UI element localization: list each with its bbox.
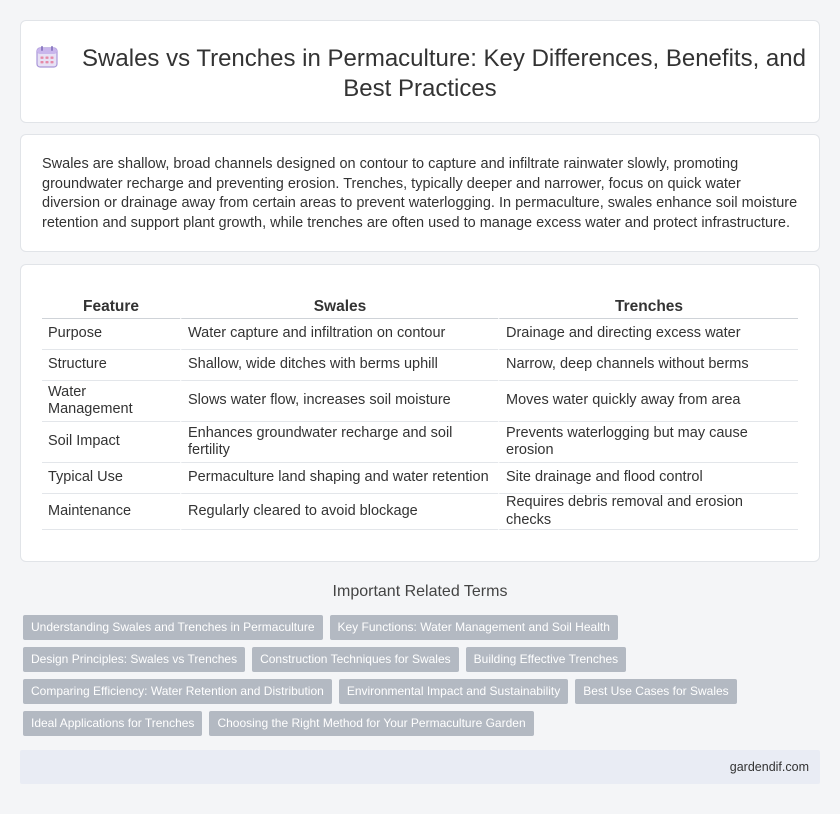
swales-cell: Water capture and infiltration on contour xyxy=(180,319,498,350)
swales-cell: Enhances groundwater recharge and soil fertility xyxy=(180,422,498,463)
header-trenches: Trenches xyxy=(498,295,798,319)
table-row xyxy=(42,350,798,381)
tag-row xyxy=(23,711,823,736)
feature-cell: Maintenance xyxy=(42,494,180,530)
tag-row xyxy=(23,679,823,704)
swales-cell: Regularly cleared to avoid blockage xyxy=(180,494,498,530)
footer-site-link[interactable]: gardendif.com xyxy=(729,760,809,774)
page-title xyxy=(21,44,819,104)
intro-paragraph: Swales are shallow, broad channels designed on contour to capture and infiltrate rainwater slowly, promoting groundwater recharge and preventing erosion. Trenches, typically deeper and narrower, focus on quick water diversion or drainage away from certain areas to prevent waterlogging. In permaculture, swales enhance soil moisture retention and support plant growth, while trenches are often used to manage excess water and protect infrastructure. xyxy=(42,156,798,231)
tag-row xyxy=(23,615,823,640)
swales-cell: Permaculture land shaping and water retention xyxy=(180,463,498,494)
related-tag[interactable]: Key Functions: Water Management and Soil Health xyxy=(330,615,618,640)
feature-cell: Water Management xyxy=(42,381,180,422)
related-terms-tags xyxy=(23,615,823,743)
table-header-row xyxy=(42,295,798,319)
table-row xyxy=(42,422,798,463)
feature-cell: Typical Use xyxy=(42,463,180,494)
swales-cell: Slows water flow, increases soil moisture xyxy=(180,381,498,422)
related-terms-title: Important Related Terms xyxy=(332,583,508,600)
related-tag[interactable]: Choosing the Right Method for Your Permaculture Garden xyxy=(209,711,533,736)
trenches-cell: Drainage and directing excess water xyxy=(498,319,798,350)
comparison-table-card xyxy=(20,264,820,562)
related-tag[interactable]: Comparing Efficiency: Water Retention and Distribution xyxy=(23,679,332,704)
trenches-cell: Moves water quickly away from area xyxy=(498,381,798,422)
trenches-cell: Prevents waterlogging but may cause erosion xyxy=(498,422,798,463)
header-card xyxy=(20,20,820,123)
related-tag[interactable]: Environmental Impact and Sustainability xyxy=(339,679,568,704)
comparison-table xyxy=(42,295,798,530)
page-title-text: Swales vs Trenches in Permaculture: Key Differences, Benefits, and Best Practices xyxy=(82,45,806,102)
title-wrap xyxy=(21,44,819,104)
feature-cell: Soil Impact xyxy=(42,422,180,463)
related-tag[interactable]: Understanding Swales and Trenches in Permaculture xyxy=(23,615,323,640)
intro-card xyxy=(20,134,820,252)
swales-cell: Shallow, wide ditches with berms uphill xyxy=(180,350,498,381)
related-tag[interactable]: Building Effective Trenches xyxy=(466,647,627,672)
tag-row xyxy=(23,647,823,672)
related-tag[interactable]: Best Use Cases for Swales xyxy=(575,679,736,704)
table-row xyxy=(42,319,798,350)
feature-cell: Purpose xyxy=(42,319,180,350)
table-row xyxy=(42,381,798,422)
trenches-cell: Narrow, deep channels without berms xyxy=(498,350,798,381)
related-tag[interactable]: Construction Techniques for Swales xyxy=(252,647,459,672)
header-feature: Feature xyxy=(42,295,180,319)
feature-cell: Structure xyxy=(42,350,180,381)
footer-bar xyxy=(20,750,820,784)
table-row xyxy=(42,494,798,530)
trenches-cell: Requires debris removal and erosion checks xyxy=(498,494,798,530)
table-row xyxy=(42,463,798,494)
related-tag[interactable]: Design Principles: Swales vs Trenches xyxy=(23,647,245,672)
trenches-cell: Site drainage and flood control xyxy=(498,463,798,494)
related-tag[interactable]: Ideal Applications for Trenches xyxy=(23,711,202,736)
calendar-icon xyxy=(34,44,60,70)
header-swales: Swales xyxy=(180,295,498,319)
